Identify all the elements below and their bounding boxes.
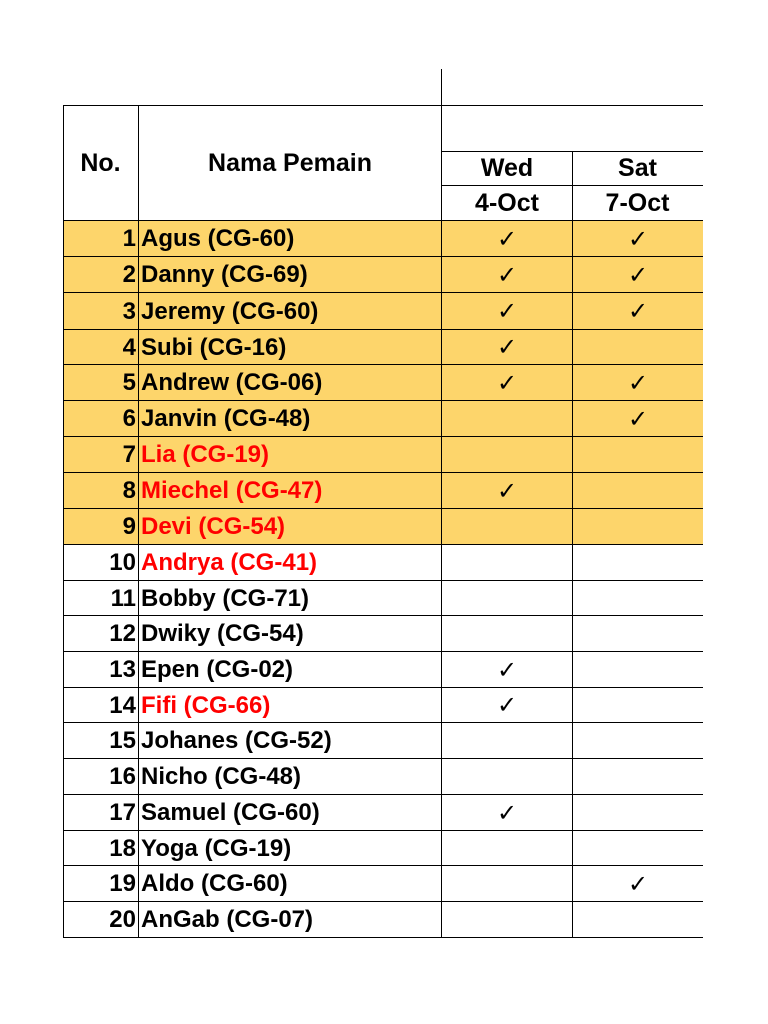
grid-line — [441, 69, 442, 938]
checkmark-icon: ✓ — [496, 225, 518, 253]
player-name: Miechel (CG-47) — [141, 477, 323, 504]
player-number: 19 — [109, 870, 136, 897]
player-name: Bobby (CG-71) — [141, 585, 309, 612]
player-name: Johanes (CG-52) — [141, 727, 332, 754]
player-number: 18 — [109, 835, 136, 862]
header-day-wed — [442, 151, 572, 185]
checkmark-icon: ✓ — [496, 333, 518, 361]
checkmark-icon: ✓ — [496, 261, 518, 289]
checkmark-icon: ✓ — [627, 405, 649, 433]
grid-line — [63, 615, 703, 616]
player-number: 17 — [109, 799, 136, 826]
player-name: Aldo (CG-60) — [141, 870, 288, 897]
grid-line — [63, 580, 703, 581]
checkmark-icon: ✓ — [627, 870, 649, 898]
grid-line — [63, 758, 703, 759]
player-name: Agus (CG-60) — [141, 225, 295, 252]
checkmark-icon: ✓ — [627, 297, 649, 325]
player-number: 2 — [122, 261, 136, 288]
grid-line — [63, 544, 703, 545]
grid-line — [63, 436, 703, 437]
header-day-sat-label: Sat — [618, 153, 657, 182]
player-number: 4 — [122, 334, 136, 361]
player-number: 7 — [122, 441, 136, 468]
grid-line — [63, 329, 703, 330]
player-name: Danny (CG-69) — [141, 261, 308, 288]
grid-line — [63, 508, 703, 509]
player-number: 15 — [109, 727, 136, 754]
player-name: Andrew (CG-06) — [141, 369, 323, 396]
grid-line — [63, 830, 703, 831]
player-number: 8 — [122, 477, 136, 504]
player-number: 20 — [109, 906, 136, 933]
player-number: 14 — [109, 692, 136, 719]
player-name: Devi (CG-54) — [141, 513, 286, 540]
player-name: Subi (CG-16) — [141, 334, 287, 361]
player-number: 3 — [122, 298, 136, 325]
grid-line — [63, 220, 703, 221]
checkmark-icon: ✓ — [496, 477, 518, 505]
player-number: 13 — [109, 656, 136, 683]
player-number: 5 — [122, 369, 136, 396]
player-name: AnGab (CG-07) — [141, 906, 314, 933]
player-name: Epen (CG-02) — [141, 656, 294, 683]
header-day-sat — [572, 151, 703, 185]
checkmark-icon: ✓ — [496, 656, 518, 684]
header-day-wed-label: Wed — [480, 153, 534, 182]
header-name — [138, 106, 442, 220]
grid-line — [572, 151, 573, 938]
grid-line — [63, 865, 703, 866]
grid-line — [63, 105, 703, 106]
checkmark-icon: ✓ — [627, 225, 649, 253]
grid-line — [63, 364, 703, 365]
grid-line — [63, 937, 703, 938]
grid-line — [63, 794, 703, 795]
player-number: 6 — [122, 405, 136, 432]
header-date-wed-label: 4-Oct — [475, 188, 539, 217]
checkmark-icon: ✓ — [496, 691, 518, 719]
grid-line — [63, 292, 703, 293]
grid-line — [63, 105, 64, 938]
player-name: Samuel (CG-60) — [141, 799, 320, 826]
grid-line — [63, 651, 703, 652]
header-name-label: Nama Pemain — [208, 148, 372, 177]
header-date-sat — [572, 186, 703, 220]
grid-line — [63, 472, 703, 473]
grid-line — [63, 400, 703, 401]
player-name: Jeremy (CG-60) — [141, 298, 319, 325]
player-name: Fifi (CG-66) — [141, 692, 271, 719]
checkmark-icon: ✓ — [496, 369, 518, 397]
header-no — [63, 106, 138, 220]
player-name: Janvin (CG-48) — [141, 405, 311, 432]
player-number: 12 — [109, 620, 136, 647]
checkmark-icon: ✓ — [627, 261, 649, 289]
grid-line — [63, 722, 703, 723]
checkmark-icon: ✓ — [627, 369, 649, 397]
player-number: 10 — [109, 549, 136, 576]
player-number: 16 — [109, 763, 136, 790]
grid-line — [63, 256, 703, 257]
player-name: Lia (CG-19) — [141, 441, 270, 468]
player-number: 9 — [122, 513, 136, 540]
player-name: Yoga (CG-19) — [141, 835, 292, 862]
player-number: 1 — [122, 225, 136, 252]
player-number: 11 — [110, 585, 136, 612]
checkmark-icon: ✓ — [496, 799, 518, 827]
header-date-sat-label: 7-Oct — [605, 188, 670, 217]
grid-line — [63, 687, 703, 688]
player-name: Andrya (CG-41) — [141, 549, 318, 576]
checkmark-icon: ✓ — [496, 297, 518, 325]
player-name: Nicho (CG-48) — [141, 763, 302, 790]
header-date-wed — [442, 186, 572, 220]
player-name: Dwiky (CG-54) — [141, 620, 304, 647]
grid-line — [138, 105, 139, 938]
header-no-label: No. — [80, 148, 121, 177]
grid-line — [63, 901, 703, 902]
